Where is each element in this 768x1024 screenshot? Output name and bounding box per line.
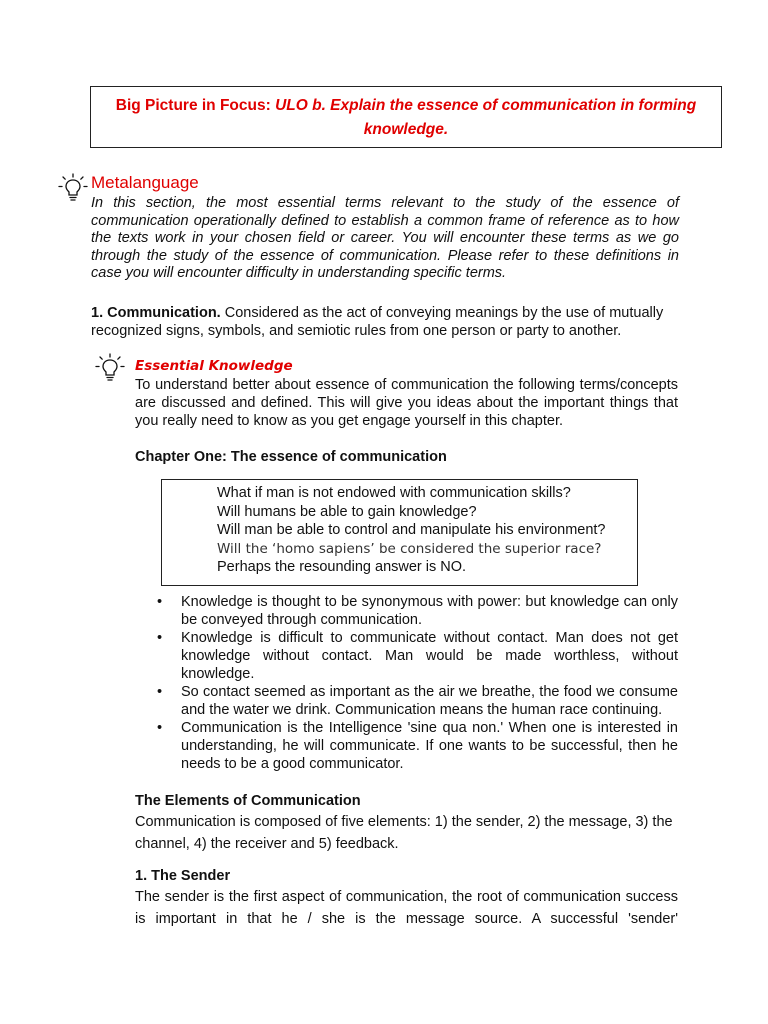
list-item: • Knowledge is thought to be synonymous with power: but knowledge can only be conveyed through communication. [135, 593, 678, 629]
lightbulb-icon [58, 172, 88, 202]
lightbulb-icon [95, 352, 125, 382]
question-answer: Perhaps the resounding answer is NO. [217, 559, 467, 575]
questions-box [161, 479, 638, 586]
elements-text: Communication is composed of five elements: 1) the sender, 2) the message, 3) the channel, 4) the receiver and 5) feedback. [135, 814, 673, 852]
question-line: Will man be able to control and manipulate his environment? [217, 522, 606, 538]
essential-knowledge-body: To understand better about essence of communication the following terms/concepts are discussed and defined. This will give you ideas about the important things that you really need to know as you get engage yourself in this chapter. [135, 377, 678, 429]
elements-heading: The Elements of Communication [135, 793, 361, 809]
question-line: Will humans be able to gain knowledge? [217, 503, 477, 520]
metalanguage-body: In this section, the most essential terms relevant to the study of the essence of communication operationally defined to establish a common frame of reference as to how the texts work in your chosen field or career. You will encounter these terms as we go through the study of the essence of communication. Please refer to these definitions in case you will encounter difficulty in understanding specific terms. [91, 195, 679, 281]
communication-term: 1. Communication. [91, 305, 221, 321]
question-line: What if man is not endowed with communication skills? [217, 485, 571, 501]
sender-text: The sender is the first aspect of communication, the root of communication success is important in that he / she is the message source. A successful 'sender' [135, 889, 678, 927]
communication-text: Considered as the act of conveying meanings by the use of mutually recognized signs, symbols, and semiotic rules from one person or party to another. [91, 305, 664, 339]
metalanguage-title: Metalanguage [91, 173, 199, 192]
big-picture-lead: Big Picture in Focus: [115, 97, 271, 114]
essential-knowledge-title: Essential Knowledge [135, 358, 293, 374]
list-item: • Knowledge is difficult to communicate without contact. Man does not get knowledge without contact. Man would be made worthless, without knowledge. [135, 629, 678, 683]
question-line: Will the ‘homo sapiens’ be considered the superior race? [217, 540, 602, 557]
knowledge-bullet-list [135, 593, 678, 773]
big-picture-box [90, 86, 722, 148]
sender-heading: 1. The Sender [135, 868, 231, 884]
list-item: • So contact seemed as important as the air we breathe, the food we consume and the water we drink. Communication means the human race continuing. [135, 683, 678, 719]
chapter-heading: Chapter One: The essence of communication [135, 449, 447, 465]
ulo-text: ULO b. Explain the essence of communication in forming knowledge. [275, 97, 697, 138]
list-item: • Communication is the Intelligence 'sine qua non.' When one is interested in understanding, he will communicate. If one wants to be successful, then he needs to be a good communicator. [135, 719, 678, 773]
communication-definition [91, 304, 679, 340]
